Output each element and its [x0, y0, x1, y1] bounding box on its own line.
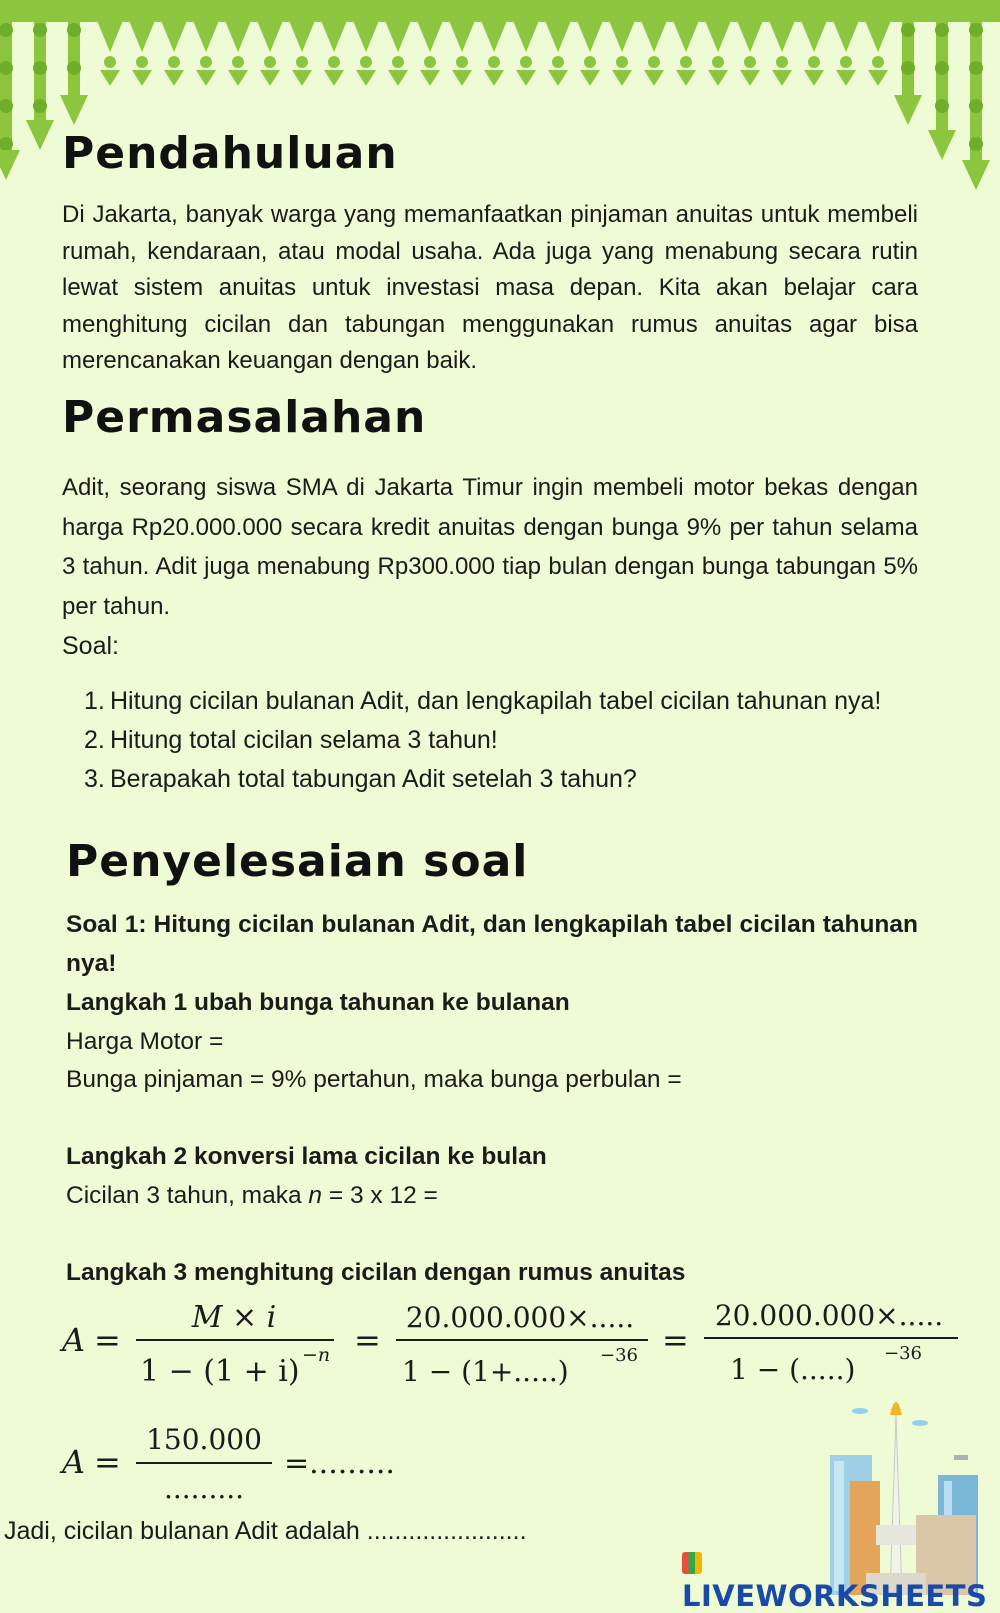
- f2-exponent: −36: [600, 1345, 638, 1366]
- cloud: [852, 1408, 868, 1414]
- garland-strand: [68, 0, 80, 95]
- garland-bead: [488, 56, 500, 68]
- garland-bead: [969, 99, 983, 113]
- garland-bead: [872, 56, 884, 68]
- garland-pennant: [544, 18, 572, 52]
- garland-pennant: [736, 18, 764, 52]
- garland-pennant: [928, 130, 956, 160]
- garland-pennant: [288, 18, 316, 52]
- problem-heading: Permasalahan: [62, 392, 427, 443]
- garland-bead: [456, 56, 468, 68]
- monas-platform: [876, 1525, 916, 1545]
- question-item: [84, 760, 918, 799]
- garland-bead: [712, 56, 724, 68]
- garland-pennant: [128, 18, 156, 52]
- question-item: [84, 721, 918, 760]
- garland-bead: [680, 56, 692, 68]
- f2-numerator: 20.000.000×.....: [405, 1301, 635, 1334]
- garland-pennant: [352, 18, 380, 52]
- garland-bead: [901, 23, 915, 37]
- garland-bead: [328, 56, 340, 68]
- garland-bead: [296, 56, 308, 68]
- garland-pennant: [60, 95, 88, 125]
- garland-pennant: [292, 70, 312, 86]
- garland-bead: [264, 56, 276, 68]
- garland-pennant: [516, 70, 536, 86]
- garland-pennant: [448, 18, 476, 52]
- formula2-lhs: A: [62, 1443, 86, 1481]
- step2-variable: n: [308, 1182, 323, 1209]
- garland-bead: [901, 61, 915, 75]
- step1-interest-line: Bunga pinjaman = 9% pertahun, maka bunga perbulan =: [66, 1066, 682, 1093]
- f1-numerator: M × i: [191, 1300, 277, 1335]
- garland-pennant: [836, 70, 856, 86]
- garland-pennant: [192, 18, 220, 52]
- garland-pennant: [0, 150, 20, 180]
- annuity-result-formula: [0, 1418, 460, 1508]
- step1-price-line: Harga Motor =: [66, 1028, 224, 1055]
- liveworksheets-logo: [682, 1545, 1000, 1613]
- garland-pennant: [196, 70, 216, 86]
- f4-numerator: 150.000: [146, 1423, 262, 1456]
- garland-pennant: [768, 18, 796, 52]
- step2-line: [66, 1176, 918, 1215]
- garland-bead: [744, 56, 756, 68]
- f3-exponent: −36: [884, 1343, 922, 1364]
- garland-bead: [104, 56, 116, 68]
- garland-pennant: [384, 18, 412, 52]
- step3-title: Langkah 3 menghitung cicilan dengan rumus anuitas: [66, 1259, 686, 1286]
- questions-list: [84, 682, 918, 799]
- question-text: Hitung cicilan bulanan Adit, dan lengkapilah tabel cicilan tahunan nya!: [110, 687, 882, 715]
- garland-pennant: [324, 70, 344, 86]
- f2-denominator: 1 − (1+.....): [402, 1355, 569, 1388]
- step1-title: Langkah 1 ubah bunga tahunan ke bulanan: [66, 989, 570, 1016]
- garland-pennant: [864, 18, 892, 52]
- garland-pennant: [580, 70, 600, 86]
- garland-bead: [232, 56, 244, 68]
- f1-denominator: 1 − (1 + i): [140, 1354, 300, 1389]
- formula-lhs: A: [62, 1321, 86, 1359]
- garland-pennant: [640, 18, 668, 52]
- garland-pennant: [26, 120, 54, 150]
- garland-pennant: [484, 70, 504, 86]
- step2-post: = 3 x 12 =: [322, 1182, 438, 1209]
- formula2-eq: =: [94, 1443, 121, 1481]
- garland-pennant: [704, 18, 732, 52]
- garland-bead: [33, 61, 47, 75]
- formula-eq-2: =: [354, 1321, 381, 1359]
- conclusion-line: Jadi, cicilan bulanan Adit adalah .......................: [4, 1517, 527, 1545]
- garland-pennant: [164, 70, 184, 86]
- garland-bead: [935, 61, 949, 75]
- garland-pennant: [320, 18, 348, 52]
- liveworksheets-icon: [682, 1552, 702, 1574]
- f4-denominator: .........: [163, 1472, 245, 1505]
- garland-pennant: [576, 18, 604, 52]
- problem-paragraph: Adit, seorang siswa SMA di Jakarta Timur ingin membeli motor bekas dengan harga Rp20.000.000 secara kredit anuitas dengan bunga 9% per tahun selama 3 tahun. Adit juga menabung Rp300.000 tiap bulan dengan bunga tabungan 5% per tahun.: [62, 474, 918, 620]
- question-text: Hitung total cicilan selama 3 tahun!: [110, 726, 498, 754]
- garland-pennant: [740, 70, 760, 86]
- question-number: 3.: [84, 765, 105, 793]
- intro-paragraph: Di Jakarta, banyak warga yang memanfaatkan pinjaman anuitas untuk membeli rumah, kendaraan, atau modal usaha. Ada juga yang menabung secara rutin lewat sistem anuitas untuk investasi masa depan. Kita akan belajar cara menghitung cicilan dan tabungan menggunakan rumus anuitas agar bisa merencanakan keuangan dengan baik.: [62, 201, 918, 375]
- step2-title: Langkah 2 konversi lama cicilan ke bulan: [66, 1143, 547, 1170]
- garland-pennant: [256, 18, 284, 52]
- garland-bead: [33, 99, 47, 113]
- f3-numerator: 20.000.000×.....: [714, 1299, 944, 1332]
- garland-bead: [33, 23, 47, 37]
- garland-pennant: [608, 18, 636, 52]
- garland-bead: [776, 56, 788, 68]
- question-number: 2.: [84, 726, 105, 754]
- solution-heading: Penyelesaian soal: [66, 836, 529, 887]
- cloud: [912, 1420, 928, 1426]
- garland-bead: [360, 56, 372, 68]
- garland-pennant: [832, 18, 860, 52]
- annuity-formula: [0, 1290, 944, 1400]
- step2-pre: Cicilan 3 tahun, maka: [66, 1182, 309, 1209]
- helicopter: [954, 1455, 968, 1460]
- garland-bead: [616, 56, 628, 68]
- garland-bead: [67, 61, 81, 75]
- garland-pennant: [512, 18, 540, 52]
- f1-exponent: −n: [302, 1344, 331, 1366]
- garland-bead: [969, 137, 983, 151]
- formula-eq-3: =: [662, 1321, 689, 1359]
- garland-bead: [67, 23, 81, 37]
- garland-bead: [969, 61, 983, 75]
- garland-pennant: [260, 70, 280, 86]
- garland-bead: [584, 56, 596, 68]
- garland-pennant: [420, 70, 440, 86]
- garland-bead: [648, 56, 660, 68]
- question-number: 1.: [84, 687, 105, 715]
- garland-pennant: [356, 70, 376, 86]
- garland-pennant: [800, 18, 828, 52]
- garland-bead: [200, 56, 212, 68]
- garland-pennant: [452, 70, 472, 86]
- garland-bead: [136, 56, 148, 68]
- garland-bead: [935, 99, 949, 113]
- garland-pennant: [132, 70, 152, 86]
- garland-bead: [168, 56, 180, 68]
- garland-bead: [808, 56, 820, 68]
- garland-pennant: [644, 70, 664, 86]
- garland-pennant: [548, 70, 568, 86]
- garland-pennant: [228, 70, 248, 86]
- monas-flame: [890, 1402, 902, 1415]
- soal1-title: Soal 1: Hitung cicilan bulanan Adit, dan lengkapilah tabel cicilan tahunan nya!: [66, 911, 918, 977]
- garland-pennant: [388, 70, 408, 86]
- garland-pennant: [804, 70, 824, 86]
- questions-label: Soal:: [62, 632, 119, 660]
- garland-pennant: [672, 18, 700, 52]
- garland-bead: [969, 23, 983, 37]
- intro-heading: Pendahuluan: [62, 128, 398, 179]
- f3-denominator: 1 − (.....): [730, 1353, 856, 1386]
- garland-pennant: [894, 95, 922, 125]
- garland-bead: [520, 56, 532, 68]
- garland-pennant: [772, 70, 792, 86]
- formula-eq: =: [94, 1321, 121, 1359]
- liveworksheets-text: LIVEWORKSHEETS: [682, 1579, 988, 1613]
- garland-pennant: [962, 160, 990, 190]
- garland-pennant: [160, 18, 188, 52]
- garland-bead: [840, 56, 852, 68]
- garland-bead: [392, 56, 404, 68]
- garland-pennant: [224, 18, 252, 52]
- garland-pennant: [96, 18, 124, 52]
- garland-pennant: [612, 70, 632, 86]
- garland-pennant: [708, 70, 728, 86]
- question-text: Berapakah total tabungan Adit setelah 3 tahun?: [110, 765, 637, 793]
- garland-pennant: [100, 70, 120, 86]
- question-item: [84, 682, 918, 721]
- garland-strand: [902, 0, 914, 95]
- garland-pennant: [480, 18, 508, 52]
- garland-bead: [424, 56, 436, 68]
- garland-pennant: [676, 70, 696, 86]
- f4-tail: =.........: [284, 1446, 395, 1481]
- garland-bead: [935, 23, 949, 37]
- garland-pennant: [416, 18, 444, 52]
- garland-pennant: [868, 70, 888, 86]
- garland-bead: [552, 56, 564, 68]
